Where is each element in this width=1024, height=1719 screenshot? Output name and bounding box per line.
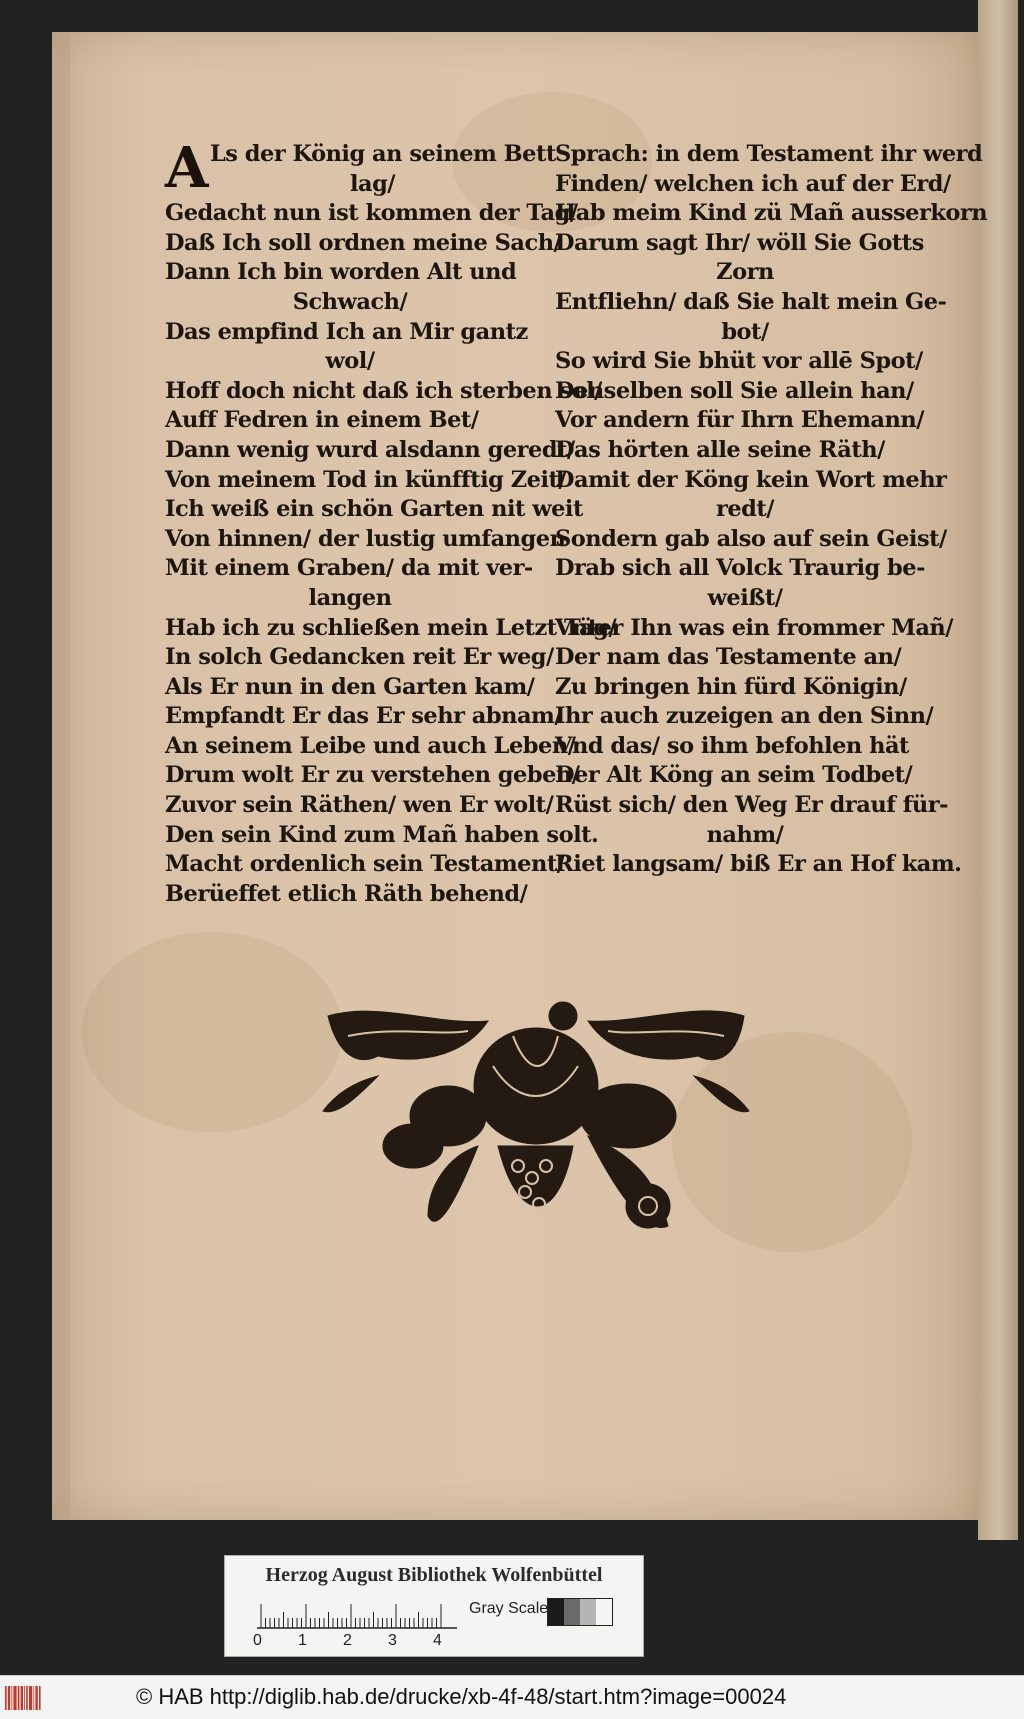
- right-column: [555, 140, 988, 880]
- verse-text: Riet langsam/ biß Er an Hof kam.: [555, 851, 962, 878]
- verse-line: [165, 318, 535, 348]
- verse-line: [165, 347, 535, 377]
- footer-bar: [0, 1675, 1024, 1719]
- verse-line: [555, 791, 948, 821]
- verse-text: Schwach/: [292, 288, 408, 315]
- gray-scale-label: Gray Scale: [469, 1600, 549, 1617]
- verse-text: Ich weiß ein schön Garten nit weit: [165, 496, 583, 523]
- verse-line: [555, 495, 935, 525]
- verse-line: [165, 614, 617, 644]
- library-name: Herzog August Bibliothek Wolfenbüttel: [265, 1564, 603, 1586]
- verse-text: Vnd das/ so ihm befohlen hät: [555, 732, 909, 759]
- verse-line: [555, 170, 951, 200]
- verse-text: Sprach: in dem Testament ihr werd: [555, 141, 983, 167]
- verse-text: nahm/: [706, 821, 784, 848]
- verse-line: [555, 643, 935, 673]
- verse-text: Vnter Ihn was ein frommer Mañ/: [555, 614, 954, 641]
- footer-url-text: © HAB http://diglib.hab.de/drucke/xb-4f-48/start.htm?image=00024: [136, 1684, 787, 1709]
- verse-text: Zorn: [716, 259, 774, 286]
- verse-text: Darum sagt Ihr/ wöll Sie Gotts: [555, 229, 924, 256]
- verse-line: [555, 436, 935, 466]
- ruler-number: 2: [343, 1632, 352, 1649]
- verse-text: langen: [308, 584, 392, 611]
- verse-text: Daß Ich soll ordnen meine Sach/: [165, 229, 562, 256]
- verse-text: In solch Gedancken reit Er weg/: [165, 644, 554, 671]
- verse-line: [165, 377, 602, 407]
- verse-line: [165, 525, 566, 555]
- verse-text: Das hörten alle seine Räth/: [555, 436, 885, 463]
- scale-card: [224, 1555, 644, 1657]
- verse-line: [165, 288, 535, 318]
- verse-line: [165, 761, 580, 791]
- verse-line: [165, 436, 575, 466]
- verse-line: [555, 761, 935, 791]
- verse-text: wol/: [325, 348, 375, 375]
- verse-text: Finden/ welchen ich auf der Erd/: [555, 170, 951, 197]
- verse-line: [555, 466, 947, 496]
- verse-text: Auff Fedren in einem Bet/: [165, 407, 479, 434]
- verse-line: [555, 584, 935, 614]
- verse-line: [165, 702, 563, 732]
- verse-text: Ihr auch zuzeigen an den Sinn/: [555, 703, 934, 730]
- verse-text: Drum wolt Er zu verstehen geben/: [165, 762, 580, 789]
- verse-text: Zu bringen hin fürd Königin/: [555, 673, 907, 700]
- drop-cap: A: [165, 135, 208, 201]
- gray-swatch: [564, 1599, 580, 1625]
- verse-line: [555, 614, 954, 644]
- verse-line: [165, 673, 535, 703]
- verse-text: Hab meim Kind zü Mañ ausserkorn: [555, 200, 988, 227]
- verse-line: [165, 880, 535, 910]
- verse-text: Zuvor sein Räthen/ wen Er wolt/: [165, 792, 554, 819]
- verse-line: [165, 850, 565, 880]
- verse-line: [555, 525, 947, 555]
- ruler-number: 0: [253, 1632, 262, 1649]
- verse-text: lag/: [349, 170, 396, 197]
- verse-text: So wird Sie bhüt vor allē Spot/: [555, 348, 923, 375]
- verse-line: [555, 258, 935, 288]
- verse-line: [165, 199, 578, 229]
- verse-text: Empfandt Er das Er sehr abnam/: [165, 703, 563, 730]
- verse-line: [165, 732, 576, 762]
- verse-text: redt/: [715, 496, 774, 523]
- verse-line: [165, 258, 535, 288]
- verse-text: Gedacht nun ist kommen der Tag/: [165, 200, 578, 227]
- verse-text: Von meinem Tod in künfftig Zeit/: [165, 466, 567, 493]
- verse-line: [165, 229, 562, 259]
- verse-text: Der nam das Testamente an/: [555, 644, 902, 671]
- ruler-number: 4: [433, 1632, 442, 1649]
- verse-line: [555, 732, 935, 762]
- verse-text: Hab ich zu schließen mein Letzt Täg/: [165, 614, 617, 641]
- gray-swatch: [580, 1599, 596, 1625]
- verse-text: Dann wenig wurd alsdann geredt/: [165, 436, 575, 463]
- gray-scale-swatches: [547, 1598, 613, 1626]
- verse-text: Dann Ich bin worden Alt und: [165, 259, 517, 286]
- verse-line: [165, 554, 535, 584]
- verse-text: Entfliehn/ daß Sie halt mein Ge-: [555, 288, 947, 315]
- verse-line: [555, 554, 935, 584]
- verse-line: [555, 406, 935, 436]
- verse-line: [165, 170, 535, 200]
- gray-swatch: [596, 1599, 612, 1625]
- verse-line: [555, 673, 935, 703]
- verse-text: Drab sich all Volck Traurig be-: [555, 555, 925, 582]
- verse-text: Sondern gab also auf sein Geist/: [555, 525, 947, 552]
- verse-text: Denselben soll Sie allein han/: [555, 377, 914, 404]
- verse-line: [555, 140, 983, 170]
- verse-line: [555, 702, 935, 732]
- verse-line: [165, 791, 554, 821]
- verse-text: Vor andern für Ihrn Ehemann/: [555, 407, 924, 434]
- verse-line: [165, 821, 599, 851]
- verse-line: [165, 406, 535, 436]
- gray-swatch: [548, 1599, 564, 1625]
- hab-barcode-logo-icon: [4, 1684, 46, 1712]
- verse-line: [555, 288, 947, 318]
- verse-text: Macht ordenlich sein Testament/: [165, 851, 565, 878]
- verse-text: Von hinnen/ der lustig umfangen: [165, 525, 566, 552]
- verse-line: [555, 199, 988, 229]
- left-column: [165, 135, 617, 909]
- ruler-icon: [257, 1600, 457, 1630]
- verse-line: [555, 377, 935, 407]
- verse-text: Rüst sich/ den Weg Er drauf für-: [555, 792, 948, 819]
- verse-line: [555, 229, 935, 259]
- verse-text: Den sein Kind zum Mañ haben solt.: [165, 821, 599, 848]
- fruit-cornucopia-woodcut-icon: [318, 996, 754, 1276]
- verse-line: [165, 584, 535, 614]
- verse-text: Als Er nun in den Garten kam/: [165, 673, 535, 700]
- page-edge: [52, 32, 70, 1520]
- verse-line: [555, 347, 935, 377]
- verse-text: Berüeffet etlich Räth behend/: [165, 880, 528, 907]
- verse-text: Der Alt Köng an seim Todbet/: [555, 762, 913, 789]
- verse-text: Damit der Köng kein Wort mehr: [555, 466, 947, 493]
- verse-text: Mit einem Graben/ da mit ver-: [165, 555, 533, 582]
- verse-line: [555, 850, 962, 880]
- ruler-number: 3: [388, 1632, 397, 1649]
- verse-text: weißt/: [707, 584, 783, 611]
- verse-text: Das empfind Ich an Mir gantz: [165, 318, 528, 345]
- verse-text: An seinem Leibe und auch Leben/: [165, 732, 576, 759]
- adjacent-page-edge: [978, 0, 1018, 1540]
- verse-text: Ls der König an seinem Bett: [209, 141, 556, 167]
- verse-text: Hoff doch nicht daß ich sterben sol/: [165, 377, 602, 404]
- verse-line: [555, 821, 935, 851]
- verse-line: [165, 466, 567, 496]
- verse-line: [555, 318, 935, 348]
- ruler-number: 1: [298, 1632, 307, 1649]
- verse-text: bot/: [721, 318, 769, 345]
- verse-line: [165, 495, 583, 525]
- verse-line: [165, 643, 554, 673]
